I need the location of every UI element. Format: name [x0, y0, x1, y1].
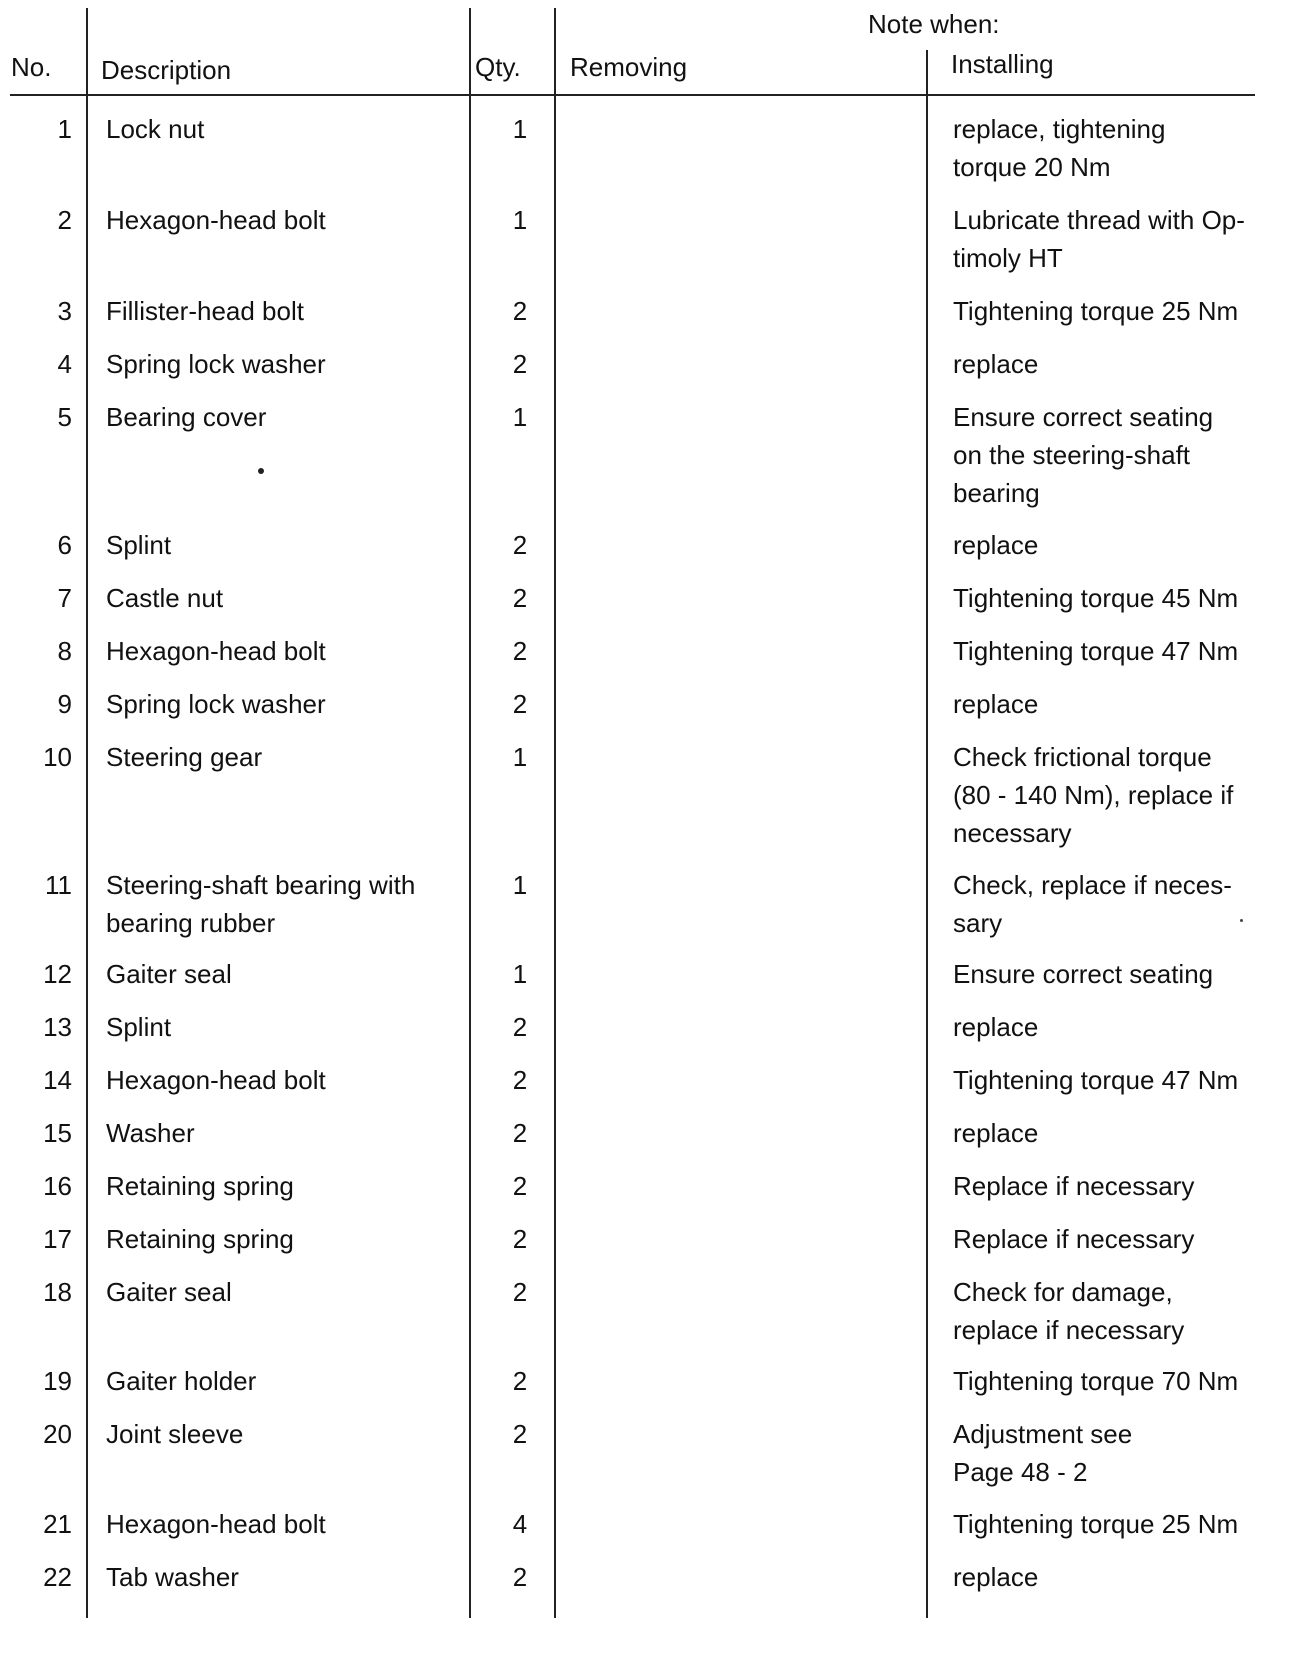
row-quantity: 2: [512, 1366, 528, 1396]
row-description: [106, 1008, 466, 1046]
row-installing-note: [953, 866, 1283, 942]
row-quantity: 2: [512, 1171, 528, 1201]
row-description: [106, 1167, 466, 1205]
description-line: Retaining spring: [106, 1171, 294, 1201]
installing-note-line: Page 48 - 2: [953, 1457, 1088, 1487]
row-description: [106, 579, 466, 617]
column-divider-no-description: [86, 8, 88, 1618]
row-quantity: 2: [512, 1224, 528, 1254]
row-quantity: 2: [512, 1277, 528, 1307]
description-line: Washer: [106, 1118, 195, 1148]
row-number: 5: [57, 402, 72, 432]
description-line: Hexagon-head bolt: [106, 1509, 326, 1539]
row-quantity: 1: [512, 870, 528, 900]
description-line: Castle nut: [106, 583, 224, 613]
row-quantity: 2: [512, 689, 528, 719]
header-installing: Installing: [951, 49, 1054, 79]
row-number: 13: [43, 1012, 72, 1042]
installing-note-line: Adjustment see: [953, 1419, 1133, 1449]
header-underline: [10, 94, 1255, 96]
row-number: 17: [43, 1224, 72, 1254]
row-quantity: 1: [512, 114, 528, 144]
row-number: 20: [43, 1419, 72, 1449]
row-installing-note: [953, 526, 1283, 564]
stray-speck: [1240, 919, 1243, 922]
installing-note-line: Tightening torque 47 Nm: [953, 636, 1239, 666]
installing-note-line: sary: [953, 908, 1003, 938]
row-description: [106, 866, 466, 942]
row-installing-note: [953, 1167, 1283, 1205]
description-line: Steering gear: [106, 742, 263, 772]
installing-note-line: replace: [953, 689, 1039, 719]
row-quantity: 1: [512, 742, 528, 772]
row-quantity: 2: [512, 1419, 528, 1449]
row-installing-note: [953, 1273, 1283, 1349]
row-quantity: 1: [512, 402, 528, 432]
description-line: Gaiter seal: [106, 1277, 232, 1307]
row-description: [106, 201, 466, 239]
row-quantity: 1: [512, 205, 528, 235]
row-number: 12: [43, 959, 72, 989]
column-divider-qty-removing: [554, 8, 556, 1618]
installing-note-line: replace: [953, 1012, 1039, 1042]
row-installing-note: [953, 579, 1283, 617]
row-description: [106, 345, 466, 383]
stray-mark: [258, 468, 264, 474]
row-number: 1: [57, 114, 72, 144]
row-number: 4: [57, 349, 72, 379]
header-removing: Removing: [570, 52, 688, 82]
installing-note-line: Tightening torque 45 Nm: [953, 583, 1239, 613]
installing-note-line: Tightening torque 25 Nm: [953, 296, 1239, 326]
row-description: [106, 1362, 466, 1400]
row-quantity: 2: [512, 1012, 528, 1042]
description-line: Splint: [106, 530, 172, 560]
row-description: [106, 955, 466, 993]
row-number: 16: [43, 1171, 72, 1201]
row-description: [106, 632, 466, 670]
row-installing-note: [953, 1362, 1283, 1400]
description-line: Steering-shaft bearing with: [106, 870, 416, 900]
description-line: Bearing cover: [106, 402, 267, 432]
description-line: Hexagon-head bolt: [106, 1065, 326, 1095]
row-number: 2: [57, 205, 72, 235]
header-note-when: Note when:: [868, 9, 1000, 39]
installing-note-line: Tightening torque 25 Nm: [953, 1509, 1239, 1539]
row-installing-note: [953, 201, 1283, 277]
installing-note-line: replace: [953, 530, 1039, 560]
installing-note-line: Check for damage,: [953, 1277, 1173, 1307]
description-line: Retaining spring: [106, 1224, 294, 1254]
row-installing-note: [953, 292, 1283, 330]
installing-note-line: torque 20 Nm: [953, 152, 1111, 182]
installing-note-line: replace: [953, 1562, 1039, 1592]
row-installing-note: [953, 632, 1283, 670]
row-description: [106, 1273, 466, 1311]
installing-note-line: Replace if necessary: [953, 1224, 1195, 1254]
header-description: Description: [101, 55, 232, 85]
row-description: [106, 685, 466, 723]
row-description: [106, 398, 466, 436]
row-quantity: 2: [512, 636, 528, 666]
row-description: [106, 1061, 466, 1099]
row-quantity: 2: [512, 1562, 528, 1592]
installing-note-line: bearing: [953, 478, 1040, 508]
installing-note-line: necessary: [953, 818, 1072, 848]
row-number: 7: [57, 583, 72, 613]
row-number: 22: [43, 1562, 72, 1592]
row-number: 14: [43, 1065, 72, 1095]
header-qty: Qty.: [475, 52, 521, 82]
row-installing-note: [953, 1415, 1283, 1491]
description-line: Fillister-head bolt: [106, 296, 304, 326]
row-installing-note: [953, 955, 1283, 993]
installing-note-line: replace: [953, 1118, 1039, 1148]
description-line: Gaiter seal: [106, 959, 232, 989]
row-quantity: 2: [512, 583, 528, 613]
header-no: No.: [11, 52, 52, 82]
row-description: [106, 738, 466, 776]
row-number: 21: [43, 1509, 72, 1539]
column-divider-description-qty: [469, 8, 471, 1618]
row-installing-note: [953, 398, 1283, 512]
description-line: Gaiter holder: [106, 1366, 257, 1396]
installing-note-line: Check, replace if neces-: [953, 870, 1232, 900]
row-quantity: 4: [512, 1509, 528, 1539]
row-installing-note: [953, 685, 1283, 723]
row-description: [106, 1220, 466, 1258]
description-line: Spring lock washer: [106, 349, 326, 379]
row-installing-note: [953, 345, 1283, 383]
row-description: [106, 1558, 466, 1596]
installing-note-line: replace: [953, 349, 1039, 379]
row-installing-note: [953, 1008, 1283, 1046]
column-divider-removing-installing: [926, 50, 928, 1618]
description-line: bearing rubber: [106, 908, 276, 938]
installing-note-line: on the steering-shaft: [953, 440, 1191, 470]
row-number: 15: [43, 1118, 72, 1148]
installing-note-line: Check frictional torque: [953, 742, 1212, 772]
installing-note-line: Ensure correct seating: [953, 959, 1214, 989]
row-number: 10: [43, 742, 72, 772]
description-line: Joint sleeve: [106, 1419, 244, 1449]
row-installing-note: [953, 1114, 1283, 1152]
installing-note-line: (80 - 140 Nm), replace if: [953, 780, 1234, 810]
installing-note-line: Tightening torque 70 Nm: [953, 1366, 1239, 1396]
row-installing-note: [953, 738, 1283, 852]
installing-note-line: replace if necessary: [953, 1315, 1185, 1345]
row-number: 19: [43, 1366, 72, 1396]
row-number: 18: [43, 1277, 72, 1307]
row-number: 3: [57, 296, 72, 326]
row-installing-note: [953, 1061, 1283, 1099]
row-number: 8: [57, 636, 72, 666]
row-quantity: 2: [512, 1065, 528, 1095]
row-quantity: 2: [512, 349, 528, 379]
description-line: Splint: [106, 1012, 172, 1042]
row-quantity: 2: [512, 296, 528, 326]
row-quantity: 2: [512, 1118, 528, 1148]
row-description: [106, 526, 466, 564]
description-line: Tab washer: [106, 1562, 239, 1592]
row-number: 9: [57, 689, 72, 719]
description-line: Hexagon-head bolt: [106, 205, 326, 235]
installing-note-line: Lubricate thread with Op-: [953, 205, 1245, 235]
row-description: [106, 1114, 466, 1152]
row-number: 6: [57, 530, 72, 560]
row-quantity: 2: [512, 530, 528, 560]
row-quantity: 1: [512, 959, 528, 989]
installing-note-line: Tightening torque 47 Nm: [953, 1065, 1239, 1095]
row-installing-note: [953, 110, 1283, 186]
description-line: Hexagon-head bolt: [106, 636, 326, 666]
row-installing-note: [953, 1505, 1283, 1543]
installing-note-line: timoly HT: [953, 243, 1063, 273]
row-installing-note: [953, 1558, 1283, 1596]
row-description: [106, 292, 466, 330]
row-description: [106, 110, 466, 148]
installing-note-line: Ensure correct seating: [953, 402, 1214, 432]
description-line: Spring lock washer: [106, 689, 326, 719]
description-line: Lock nut: [106, 114, 205, 144]
row-installing-note: [953, 1220, 1283, 1258]
row-description: [106, 1415, 466, 1453]
installing-note-line: replace, tightening: [953, 114, 1166, 144]
installing-note-line: Replace if necessary: [953, 1171, 1195, 1201]
row-description: [106, 1505, 466, 1543]
row-number: 11: [45, 870, 72, 900]
